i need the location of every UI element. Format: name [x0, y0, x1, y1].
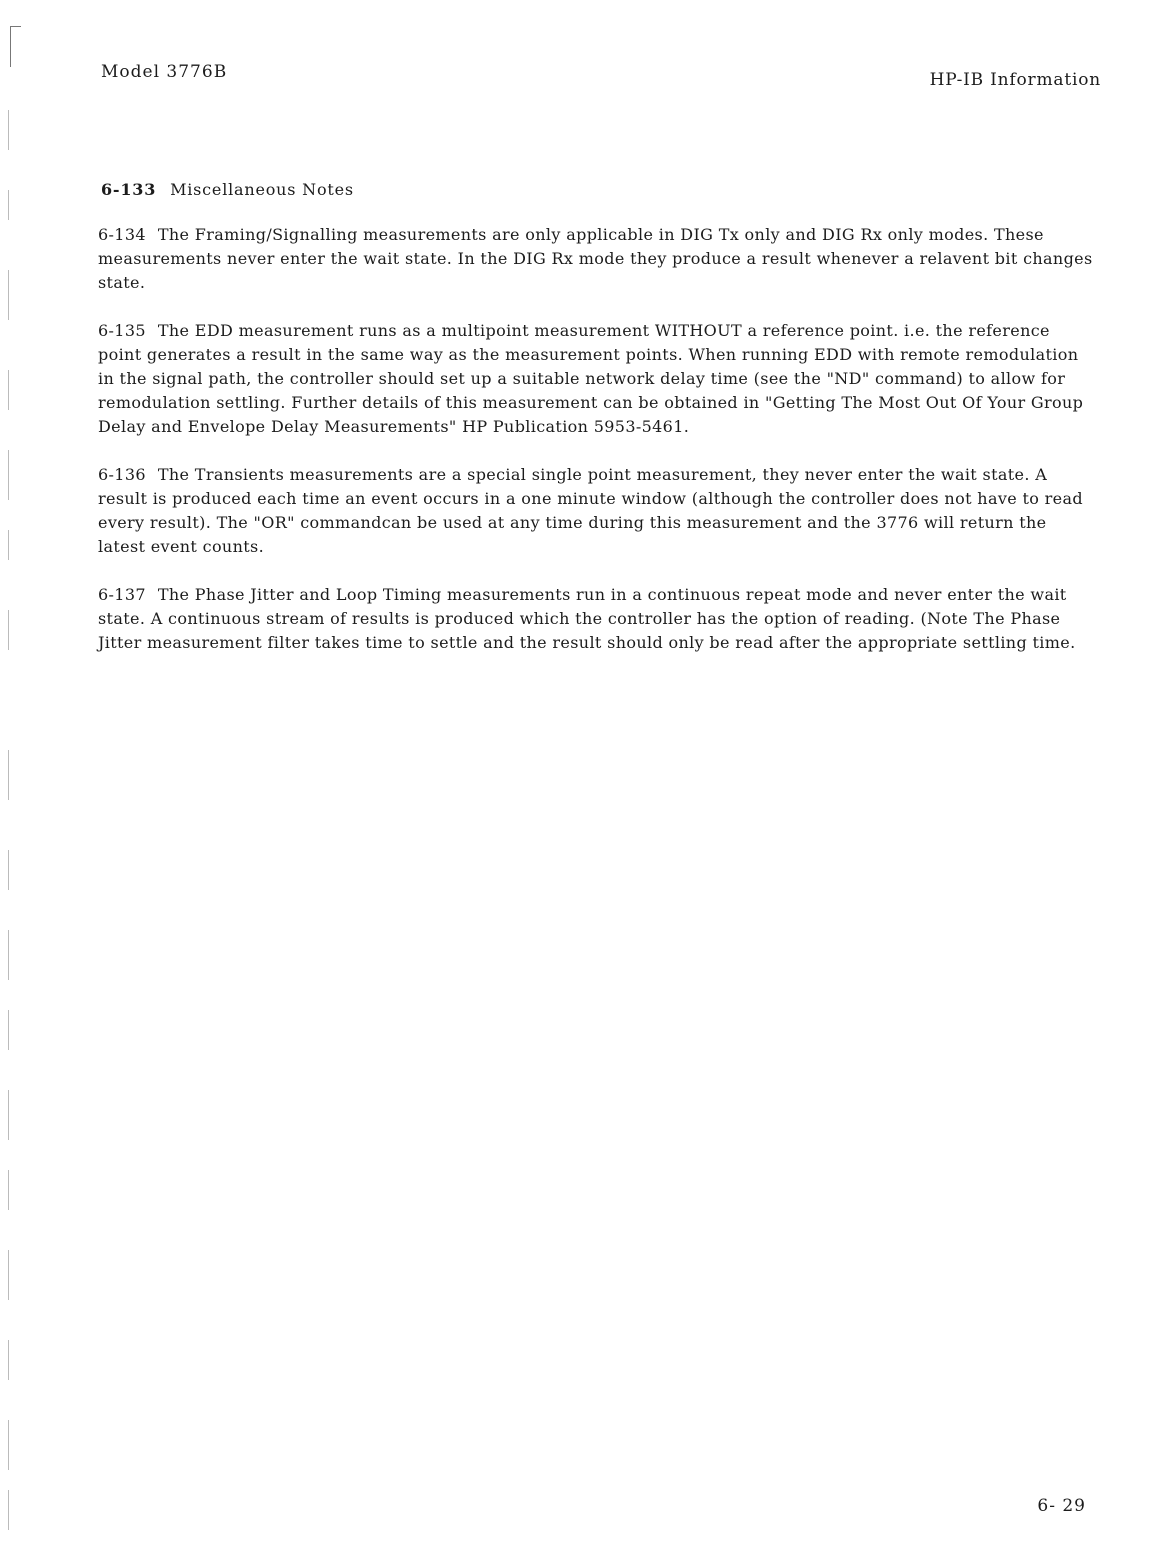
section-heading	[101, 180, 1094, 199]
section-title: Miscellaneous Notes	[170, 180, 354, 199]
paragraph-text: The Phase Jitter and Loop Timing measurements run in a continuous repeat mode and never enter the wait state. A continuous stream of results is produced which the controller has the option of reading. (Note The Phase Jitter measurement filter takes time to settle and the result should only be read after the appropriate settling time.	[98, 585, 1076, 652]
header-model: Model 3776B	[101, 62, 228, 82]
page-number: 6- 29	[1037, 1496, 1086, 1516]
paragraph-number: 6-136	[98, 465, 146, 484]
paragraph-text: The EDD measurement runs as a multipoint measurement WITHOUT a reference point. i.e. the reference point generates a result in the same way as the measurement points. When running EDD with remote remodulation in the signal path, the controller should set up a suitable network delay time (see the "ND" command) to allow for remodulation settling. Further details of this measurement can be obtained in "Getting The Most Out Of Your Group Delay and Envelope Delay Measurements" HP Publication 5953-5461.	[98, 321, 1084, 436]
paragraph-6-136	[98, 463, 1094, 559]
paragraph-number: 6-134	[98, 225, 146, 244]
section-number: 6-133	[101, 180, 157, 199]
paragraph-text: The Transients measurements are a special single point measurement, they never enter the wait state. A result is produced each time an event occurs in a one minute window (although the controller does not have to read every result). The "OR" commandcan be used at any time during this measurement and the 3776 will return the latest event counts.	[98, 465, 1083, 556]
scan-corner-mark	[10, 26, 21, 67]
paragraph-6-137	[98, 583, 1094, 655]
paragraph-number: 6-135	[98, 321, 146, 340]
scan-margin-marks	[8, 110, 10, 1530]
paragraph-text: The Framing/Signalling measurements are only applicable in DIG Tx only and DIG Rx only modes. These measurements never enter the wait state. In the DIG Rx mode they produce a result whenever a relavent bit changes state.	[98, 225, 1093, 292]
paragraph-number: 6-137	[98, 585, 146, 604]
header-section-title: HP-IB Information	[929, 70, 1101, 90]
paragraph-6-134	[98, 223, 1094, 295]
document-body	[98, 180, 1094, 679]
paragraph-6-135	[98, 319, 1094, 439]
